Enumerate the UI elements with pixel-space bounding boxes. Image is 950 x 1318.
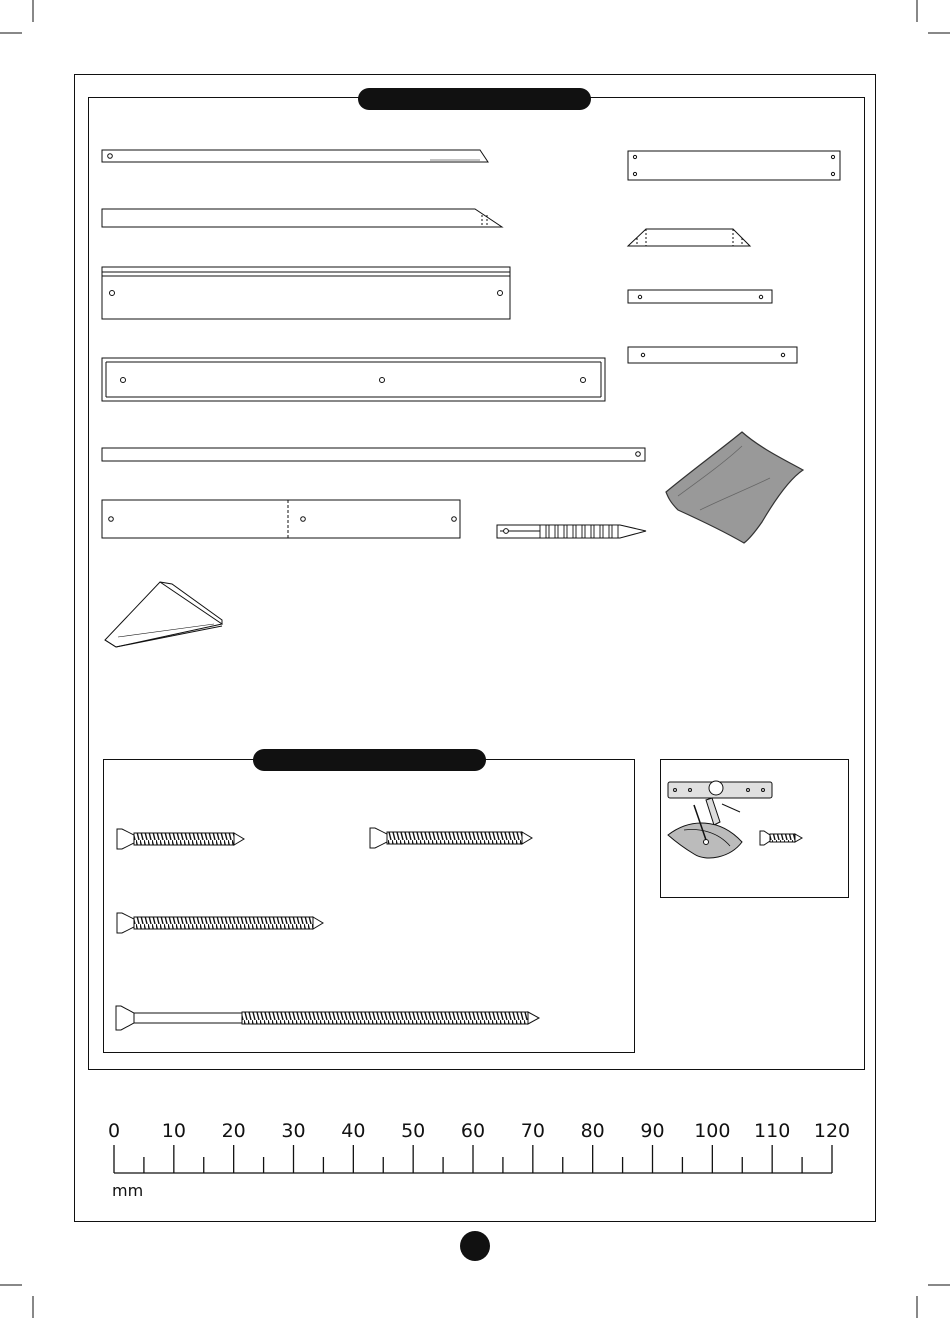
ruler-label: 100 (694, 1120, 731, 1142)
ruler-label: 70 (520, 1120, 545, 1142)
ruler-label: 110 (754, 1120, 791, 1142)
ruler-label: 80 (580, 1120, 605, 1142)
ruler-label: 10 (161, 1120, 186, 1142)
page-number-badge (460, 1231, 490, 1261)
ruler-label: 30 (281, 1120, 306, 1142)
ruler-label: 50 (401, 1120, 426, 1142)
ruler-label: 0 (107, 1120, 121, 1142)
ruler-unit-label: mm (112, 1181, 144, 1200)
ruler-label: 60 (460, 1120, 486, 1142)
ruler-label: 90 (640, 1120, 665, 1142)
ruler-label: 20 (221, 1120, 246, 1142)
ruler-label: 40 (341, 1120, 366, 1142)
ruler-label: 120 (813, 1120, 851, 1142)
